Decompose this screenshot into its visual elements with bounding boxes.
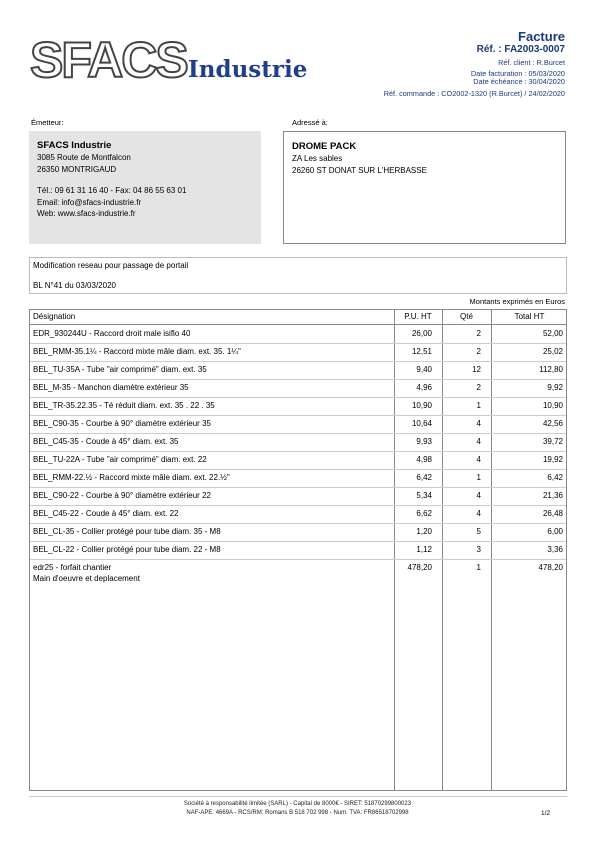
item-quantity: 12 xyxy=(472,365,481,374)
item-total: 39,72 xyxy=(542,437,563,446)
item-unit-price: 10,64 xyxy=(411,419,432,428)
document-title: Facture xyxy=(518,29,565,44)
footer-line1: Société à responsabilité limitée (SARL) - Capital de 8000€ - SIRET: 51870299800023 xyxy=(183,801,412,807)
emitter-address1: 3085 Route de Montfalcon xyxy=(37,153,131,162)
item-unit-price: 6,62 xyxy=(416,509,432,518)
item-designation: BEL_RMM-22.½ - Raccord mixte mâle diam. ext. 22.½" xyxy=(33,473,230,482)
item-unit-price: 4,98 xyxy=(416,455,432,464)
item-quantity: 1 xyxy=(476,473,481,482)
recipient-name: DROME PACK xyxy=(292,141,357,152)
header-designation: Désignation xyxy=(33,312,76,321)
item-total: 26,48 xyxy=(542,509,563,518)
emitter-phone: Tél.: 09 61 31 16 40 - Fax: 04 86 55 63 01 xyxy=(37,186,187,195)
recipient-address1: ZA Les sables xyxy=(292,154,343,163)
item-designation: BEL_C45-22 - Coude à 45° diam. ext. 22 xyxy=(33,509,179,518)
item-quantity: 2 xyxy=(476,347,481,356)
emitter-name: SFACS Industrie xyxy=(37,140,112,151)
recipient-address2: 26260 ST DONAT SUR L'HERBASSE xyxy=(292,165,427,175)
item-designation: BEL_RMM-35.1¼ - Raccord mixte mâle diam. ext. 35. 1¼" xyxy=(33,347,241,356)
footer-divider xyxy=(29,796,567,797)
item-unit-price: 12,51 xyxy=(411,347,432,356)
item-total: 19,92 xyxy=(542,455,563,464)
item-designation: BEL_TU-22A - Tube "air comprimé" diam. ext. 22 xyxy=(33,455,207,464)
item-quantity: 1 xyxy=(476,401,481,410)
item-quantity: 1 xyxy=(476,563,481,572)
client-reference: Réf. client : R.Burcet xyxy=(498,58,565,67)
object-line2: BL N°41 du 03/03/2020 xyxy=(33,281,116,290)
item-unit-price: 1,20 xyxy=(416,527,432,536)
item-total: 42,56 xyxy=(542,419,563,428)
object-line1: Modification reseau pour passage de portail xyxy=(33,261,189,270)
item-designation: BEL_TU-35A - Tube "air comprimé" diam. ext. 35 xyxy=(33,365,207,374)
header-quantity: Qté xyxy=(460,312,473,321)
line-items-table xyxy=(29,309,567,791)
item-quantity: 2 xyxy=(476,329,481,338)
currency-note: Montants exprimés en Euros xyxy=(469,297,565,306)
footer-line2: NAF-APE: 4669A - RCS/RM: Romans B 518 702 998 - Num. TVA: FR86518702998 xyxy=(186,810,409,816)
item-unit-price: 26,00 xyxy=(411,329,432,338)
item-unit-price: 9,40 xyxy=(416,365,432,374)
item-designation: EDR_930244U - Raccord droit male isiflo 40 xyxy=(33,329,191,338)
emitter-label: Émetteur: xyxy=(31,118,64,127)
item-unit-price: 10,90 xyxy=(411,401,432,410)
item-quantity: 4 xyxy=(476,419,481,428)
emitter-address2: 26350 MONTRIGAUD xyxy=(37,164,117,174)
item-unit-price: 1,12 xyxy=(416,545,432,554)
item-designation: BEL_C90-35 - Courbe à 90° diamètre extérieur 35 xyxy=(33,419,211,428)
page-number: 1/2 xyxy=(540,810,550,817)
item-total: 6,00 xyxy=(547,527,563,536)
logo-text-main: SFACS xyxy=(30,32,187,88)
item-quantity: 5 xyxy=(476,527,481,536)
item-designation: BEL_CL-22 - Collier protégé pour tube diam. 22 - M8 xyxy=(33,545,221,554)
item-unit-price: 9,93 xyxy=(416,437,432,446)
item-total: 3,36 xyxy=(547,545,563,554)
header-unit-price: P.U. HT xyxy=(404,312,432,321)
emitter-email: Email: info@sfacs-industrie.fr xyxy=(37,197,142,207)
item-total: 52,00 xyxy=(542,329,563,338)
item-total: 10,90 xyxy=(542,401,563,410)
item-total: 9,92 xyxy=(547,383,563,392)
item-total: 6,42 xyxy=(547,473,563,482)
company-logo xyxy=(30,34,320,88)
item-quantity: 4 xyxy=(476,509,481,518)
header-total: Total HT xyxy=(514,312,545,321)
item-designation-detail: Main d'oeuvre et deplacement xyxy=(33,574,140,583)
emitter-web: Web: www.sfacs-industrie.fr xyxy=(37,209,136,218)
item-designation: BEL_C90-22 - Courbe à 90° diamètre extérieur 22 xyxy=(33,491,211,500)
recipient-box xyxy=(283,131,566,244)
invoice-object-box xyxy=(29,257,567,294)
item-total: 25,02 xyxy=(542,347,563,356)
due-date: Date échéance : 30/04/2020 xyxy=(473,77,565,86)
invoice-date: Date facturation : 05/03/2020 xyxy=(470,69,565,78)
item-quantity: 3 xyxy=(476,545,481,554)
table-header xyxy=(30,310,566,325)
item-unit-price: 6,42 xyxy=(416,473,432,482)
recipient-label: Adressé à: xyxy=(292,118,328,127)
item-unit-price: 478,20 xyxy=(407,563,432,572)
item-designation: BEL_CL-35 - Collier protégé pour tube diam. 35 - M8 xyxy=(33,527,221,536)
item-total: 112,80 xyxy=(539,365,563,374)
item-quantity: 4 xyxy=(476,455,481,464)
item-quantity: 4 xyxy=(476,491,481,500)
emitter-box xyxy=(29,131,261,244)
item-unit-price: 4,96 xyxy=(416,383,432,392)
item-unit-price: 5,34 xyxy=(416,491,432,500)
item-total: 478,20 xyxy=(538,563,563,572)
item-designation: BEL_C45-35 - Coude à 45° diam. ext. 35 xyxy=(33,437,179,446)
item-quantity: 4 xyxy=(476,437,481,446)
logo-text-sub: Industrie xyxy=(188,56,308,83)
item-quantity: 2 xyxy=(476,383,481,392)
item-total: 21,36 xyxy=(542,491,563,500)
item-designation: BEL_M-35 - Manchon diamètre extérieur 35 xyxy=(33,383,189,392)
item-designation: BEL_TR-35.22.35 - Té réduit diam. ext. 35 . 22 . 35 xyxy=(33,401,215,410)
order-reference: Réf. commande : CO2002-1320 (R.Burcet) / 24/02/2020 xyxy=(383,89,565,98)
item-designation: edr25 - forfait chantier xyxy=(33,563,112,572)
invoice-reference: Réf. : FA2003-0007 xyxy=(476,44,565,55)
